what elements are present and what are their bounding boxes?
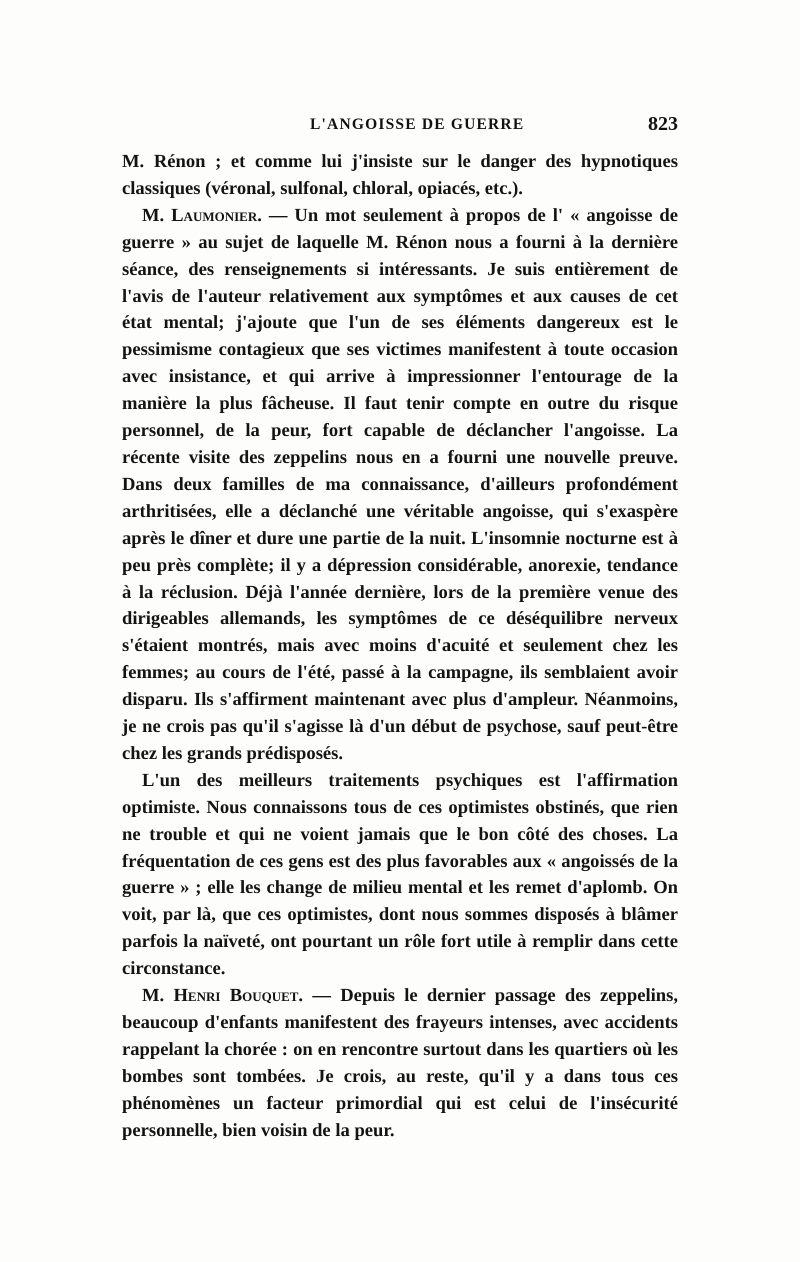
running-title: L'ANGOISSE DE GUERRE	[310, 116, 525, 133]
paragraph-text: — Depuis le dernier passage des zeppelins, beaucoup d'enfants manifestent des frayeurs intenses, avec accidents rappelant la chorée : on en rencontre surtout dans les quartiers où les bombes sont tombées. Je crois, au reste, qu'il y a dans tous ces phénomènes un facteur primordial qui est celui de l'insécurité personnelle, bien voisin de la peur.	[122, 985, 679, 1141]
paragraph-text: M. Rénon ; et comme lui j'insiste sur le danger des hypnotiques classiques (véronal, sulfonal, chloral, opiacés, etc.).	[122, 151, 678, 199]
paragraph-laumonier	[122, 203, 678, 768]
page-number: 823	[648, 113, 678, 135]
body-text	[122, 149, 678, 1145]
page-header	[122, 113, 678, 142]
speaker-name: M. Henri Bouquet.	[142, 985, 304, 1007]
paragraph-renon-continuation	[122, 149, 678, 203]
paragraph-optimism	[122, 768, 678, 983]
paragraph-text: — Un mot seulement à propos de l' « angoisse de guerre » au sujet de laquelle M. Rénon nous a fourni à la dernière séance, des renseignements si intéressants. Je suis entièrement de l'avis de l'auteur relativement aux symptômes et aux causes de cet état mental; j'ajoute que l'un de ses éléments dangereux est le pessimisme contagieux que ses victimes manifestent à toute occasion avec insistance, et qui arrive à impressionner l'entourage de la manière la plus fâcheuse. Il faut tenir compte en outre du risque personnel, de la peur, fort capable de déclancher l'angoisse. La récente visite des zeppelins nous en a fourni une nouvelle preuve. Dans deux familles de ma connaissance, d'ailleurs profondément arthritisées, elle a déclanché une véritable angoisse, qui s'exaspère après le dîner et dure une partie de la nuit. L'insomnie nocturne est à peu près complète; il y a dépression considérable, anorexie, tendance à la réclusion. Déjà l'année dernière, lors de la première venue des dirigeables allemands, les symptômes de ce déséquilibre nerveux s'étaient montrés, mais avec moins d'acuité et seulement chez les femmes; au cours de l'été, passé à la campagne, ils semblaient avoir disparu. Ils s'affirment maintenant avec plus d'ampleur. Néanmoins, je ne crois pas qu'il s'agisse là d'un début de psychose, sauf peut-être chez les grands prédisposés.	[122, 204, 679, 764]
paragraph-bouquet	[122, 983, 678, 1144]
speaker-name: M. Laumonier.	[142, 204, 262, 226]
paragraph-text: L'un des meilleurs traitements psychiques est l'affirmation optimiste. Nous connaissons tous de ces optimistes obstinés, que rien ne trouble et qui ne voient jamais que le bon côté des choses. La fréquentation de ces gens est des plus favorables aux « angoissés de la guerre » ; elle les change de milieu mental et les remet d'aplomb. On voit, par là, que ces optimistes, dont nous sommes disposés à blâmer parfois la naïveté, ont pourtant un rôle fort utile à remplir dans cette circonstance.	[122, 769, 678, 980]
